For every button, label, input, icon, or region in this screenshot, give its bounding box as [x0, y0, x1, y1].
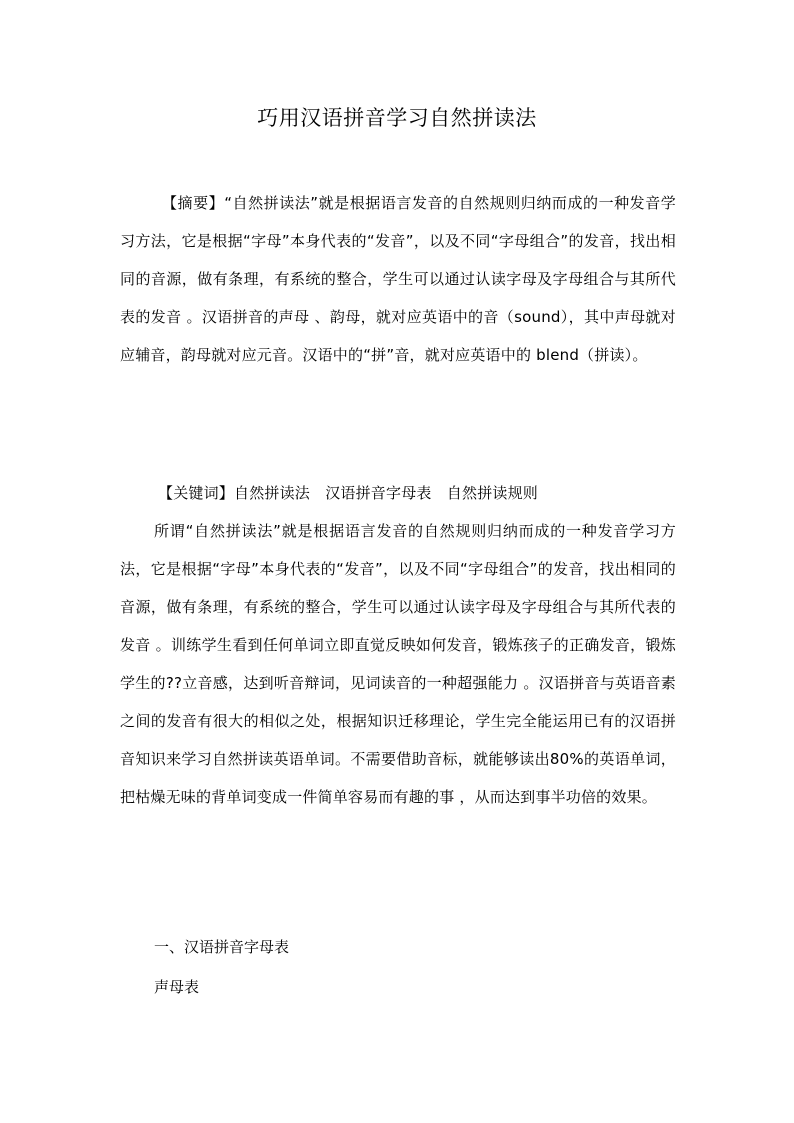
- page-title: 巧用汉语拼音学习自然拼读法: [257, 106, 537, 130]
- subsection-heading: 声母表: [154, 978, 200, 996]
- body-paragraph: 所谓“自然拼读法”就是根据语言发音的自然规则归纳而成的一种发音学习方法，它是根据“字母”本身代表的“发音”，以及不同“字母组合”的发音，找出相同的音源，做有条理，有系统的整合，学生可以通过认读字母及字母组合与其所代表的发音 。训练学生看到任何单词立即直觉反映如何发音，锻炼孩子的正确发音，锻炼学生的??立音感，达到听音辩词，见词读音的一种超强能力 。汉语拼音与英语音素之间的发音有很大的相似之处，根据知识迁移理论，学生完全能运用已有的汉语拼音知识来学习自然拼读英语单词。不需要借助音标，就能够读出80%的英语单词，把枯燥无味的背单词变成一件简单容易而有趣的事 ，从而达到事半功倍的效果。: [120, 522, 676, 806]
- section-heading: 一、汉语拼音字母表: [154, 938, 290, 956]
- keywords-line: 【关键词】自然拼读法 汉语拼音字母表 自然拼读规则: [158, 484, 539, 502]
- abstract-paragraph: 【摘要】“自然拼读法”就是根据语言发音的自然规则归纳而成的一种发音学习方法，它是根据“字母”本身代表的“发音”，以及不同“字母组合”的发音，找出相同的音源，做有条理，有系统的整合，学生可以通过认读字母及字母组合与其所代表的发音 。汉语拼音的声母 、韵母，就对应英语中的音（sound），其中声母就对应辅音，韵母就对应元音。汉语中的“拼”音，就对应英语中的 blend（拼读）。: [120, 194, 676, 364]
